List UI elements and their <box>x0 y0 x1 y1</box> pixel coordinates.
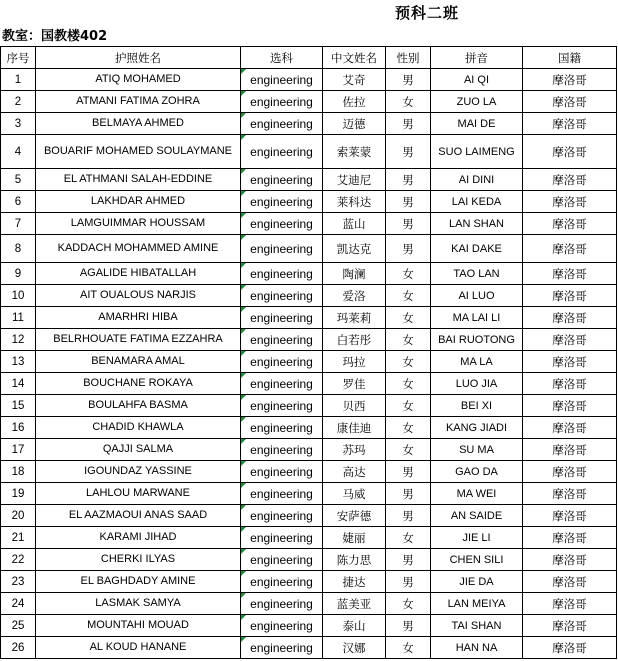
cell-gender[interactable]: 女 <box>386 307 431 329</box>
table-row <box>1 615 617 637</box>
cell-chinese-name[interactable]: 莱科达 <box>323 191 386 213</box>
cell-major[interactable]: engineering <box>241 135 323 169</box>
cell-passport-name[interactable]: QAJJI SALMA <box>36 439 241 461</box>
table-row <box>1 169 617 191</box>
cell-passport-name[interactable]: ATIQ MOHAMED <box>36 69 241 91</box>
cell-pinyin[interactable]: SUO LAIMENG <box>431 135 523 169</box>
cell-pinyin[interactable]: JIE LI <box>431 527 523 549</box>
cell-passport-name[interactable]: ATMANI FATIMA ZOHRA <box>36 91 241 113</box>
header-nationality[interactable]: 国籍 <box>523 47 617 69</box>
cell-index[interactable]: 3 <box>1 113 36 135</box>
cell-nationality[interactable]: 摩洛哥 <box>523 307 617 329</box>
cell-pinyin[interactable]: BAI RUOTONG <box>431 329 523 351</box>
table-row <box>1 417 617 439</box>
cell-major[interactable]: engineering <box>241 307 323 329</box>
table-row <box>1 637 617 659</box>
cell-passport-name[interactable]: KADDACH MOHAMMED AMINE <box>36 235 241 263</box>
table-row <box>1 113 617 135</box>
cell-chinese-name[interactable]: 玛拉 <box>323 351 386 373</box>
cell-index[interactable]: 21 <box>1 527 36 549</box>
cell-nationality[interactable]: 摩洛哥 <box>523 439 617 461</box>
cell-pinyin[interactable]: ZUO LA <box>431 91 523 113</box>
header-passport-name[interactable]: 护照姓名 <box>36 47 241 69</box>
cell-gender[interactable]: 男 <box>386 483 431 505</box>
header-row <box>1 47 617 69</box>
cell-gender[interactable]: 女 <box>386 91 431 113</box>
cell-index[interactable]: 23 <box>1 571 36 593</box>
cell-gender[interactable]: 女 <box>386 527 431 549</box>
cell-nationality[interactable]: 摩洛哥 <box>523 91 617 113</box>
cell-gender[interactable]: 女 <box>386 593 431 615</box>
cell-nationality[interactable]: 摩洛哥 <box>523 637 617 659</box>
table-row <box>1 461 617 483</box>
cell-pinyin[interactable]: MA WEI <box>431 483 523 505</box>
cell-pinyin[interactable]: JIE DA <box>431 571 523 593</box>
cell-passport-name[interactable]: EL AAZMAOUI ANAS SAAD <box>36 505 241 527</box>
cell-pinyin[interactable]: LAN SHAN <box>431 213 523 235</box>
cell-gender[interactable]: 女 <box>386 373 431 395</box>
header-index[interactable]: 序号 <box>1 47 36 69</box>
cell-passport-name[interactable]: EL BAGHDADY AMINE <box>36 571 241 593</box>
cell-major[interactable]: engineering <box>241 213 323 235</box>
table-row <box>1 373 617 395</box>
cell-passport-name[interactable]: IGOUNDAZ YASSINE <box>36 461 241 483</box>
cell-gender[interactable]: 女 <box>386 285 431 307</box>
table-row <box>1 549 617 571</box>
cell-gender[interactable]: 男 <box>386 135 431 169</box>
table-row <box>1 527 617 549</box>
cell-pinyin[interactable]: KANG JIADI <box>431 417 523 439</box>
cell-pinyin[interactable]: AN SAIDE <box>431 505 523 527</box>
cell-chinese-name[interactable]: 玛莱莉 <box>323 307 386 329</box>
classroom-label: 教室：国教楼402 <box>2 29 108 44</box>
cell-passport-name[interactable]: BELMAYA AHMED <box>36 113 241 135</box>
cell-index[interactable]: 9 <box>1 263 36 285</box>
cell-pinyin[interactable]: LAN MEIYA <box>431 593 523 615</box>
cell-gender[interactable]: 女 <box>386 637 431 659</box>
cell-passport-name[interactable]: BOULAHFA BASMA <box>36 395 241 417</box>
cell-chinese-name[interactable]: 白若彤 <box>323 329 386 351</box>
cell-chinese-name[interactable]: 康佳迪 <box>323 417 386 439</box>
cell-passport-name[interactable]: LASMAK SAMYA <box>36 593 241 615</box>
cell-index[interactable]: 4 <box>1 135 36 169</box>
cell-pinyin[interactable]: AI QI <box>431 69 523 91</box>
cell-chinese-name[interactable]: 高达 <box>323 461 386 483</box>
cell-chinese-name[interactable]: 陶澜 <box>323 263 386 285</box>
cell-major[interactable]: engineering <box>241 615 323 637</box>
table-row <box>1 395 617 417</box>
cell-index[interactable]: 16 <box>1 417 36 439</box>
cell-index[interactable]: 11 <box>1 307 36 329</box>
cell-major[interactable]: engineering <box>241 69 323 91</box>
cell-major[interactable]: engineering <box>241 527 323 549</box>
cell-nationality[interactable]: 摩洛哥 <box>523 527 617 549</box>
cell-passport-name[interactable]: BENAMARA AMAL <box>36 351 241 373</box>
cell-major[interactable]: engineering <box>241 483 323 505</box>
cell-chinese-name[interactable]: 凯达克 <box>323 235 386 263</box>
cell-pinyin[interactable]: AI LUO <box>431 285 523 307</box>
table-row <box>1 91 617 113</box>
cell-index[interactable]: 19 <box>1 483 36 505</box>
table-row <box>1 307 617 329</box>
cell-chinese-name[interactable]: 爱洛 <box>323 285 386 307</box>
cell-index[interactable]: 6 <box>1 191 36 213</box>
cell-major[interactable]: engineering <box>241 505 323 527</box>
cell-major[interactable]: engineering <box>241 637 323 659</box>
cell-nationality[interactable]: 摩洛哥 <box>523 213 617 235</box>
cell-gender[interactable]: 男 <box>386 505 431 527</box>
table-body <box>1 69 617 659</box>
cell-chinese-name[interactable]: 佐拉 <box>323 91 386 113</box>
cell-gender[interactable]: 女 <box>386 263 431 285</box>
cell-passport-name[interactable]: AIT OUALOUS NARJIS <box>36 285 241 307</box>
cell-chinese-name[interactable]: 罗佳 <box>323 373 386 395</box>
cell-chinese-name[interactable]: 蓝美亚 <box>323 593 386 615</box>
cell-nationality[interactable]: 摩洛哥 <box>523 69 617 91</box>
cell-pinyin[interactable]: TAI SHAN <box>431 615 523 637</box>
header-major[interactable]: 选科 <box>241 47 323 69</box>
cell-index[interactable]: 8 <box>1 235 36 263</box>
table-row <box>1 69 617 91</box>
sheet-title: 预科二班 <box>395 4 460 22</box>
cell-major[interactable]: engineering <box>241 395 323 417</box>
cell-major[interactable]: engineering <box>241 373 323 395</box>
cell-index[interactable]: 24 <box>1 593 36 615</box>
cell-passport-name[interactable]: CHERKI ILYAS <box>36 549 241 571</box>
cell-nationality[interactable]: 摩洛哥 <box>523 461 617 483</box>
cell-gender[interactable]: 男 <box>386 549 431 571</box>
cell-nationality[interactable]: 摩洛哥 <box>523 615 617 637</box>
cell-nationality[interactable]: 摩洛哥 <box>523 351 617 373</box>
cell-chinese-name[interactable]: 婕丽 <box>323 527 386 549</box>
cell-nationality[interactable]: 摩洛哥 <box>523 235 617 263</box>
cell-passport-name[interactable]: KARAMI JIHAD <box>36 527 241 549</box>
cell-passport-name[interactable]: MOUNTAHI MOUAD <box>36 615 241 637</box>
cell-chinese-name[interactable]: 迈德 <box>323 113 386 135</box>
cell-nationality[interactable]: 摩洛哥 <box>523 263 617 285</box>
cell-pinyin[interactable]: LUO JIA <box>431 373 523 395</box>
table-row <box>1 213 617 235</box>
cell-pinyin[interactable]: SU MA <box>431 439 523 461</box>
cell-chinese-name[interactable]: 泰山 <box>323 615 386 637</box>
cell-chinese-name[interactable]: 贝西 <box>323 395 386 417</box>
cell-gender[interactable]: 女 <box>386 395 431 417</box>
table-row <box>1 593 617 615</box>
cell-gender[interactable]: 女 <box>386 329 431 351</box>
cell-chinese-name[interactable]: 索莱蒙 <box>323 135 386 169</box>
cell-gender[interactable]: 男 <box>386 113 431 135</box>
cell-major[interactable]: engineering <box>241 235 323 263</box>
cell-pinyin[interactable]: MAI DE <box>431 113 523 135</box>
cell-nationality[interactable]: 摩洛哥 <box>523 395 617 417</box>
header-chinese-name[interactable]: 中文姓名 <box>323 47 386 69</box>
cell-index[interactable]: 26 <box>1 637 36 659</box>
cell-pinyin[interactable]: LAI KEDA <box>431 191 523 213</box>
cell-chinese-name[interactable]: 蓝山 <box>323 213 386 235</box>
cell-major[interactable]: engineering <box>241 461 323 483</box>
cell-pinyin[interactable]: TAO LAN <box>431 263 523 285</box>
cell-chinese-name[interactable]: 安萨德 <box>323 505 386 527</box>
cell-passport-name[interactable]: BOUARIF MOHAMED SOULAYMANE <box>36 135 241 169</box>
cell-passport-name[interactable]: AL KOUD HANANE <box>36 637 241 659</box>
cell-passport-name[interactable]: LAMGUIMMAR HOUSSAM <box>36 213 241 235</box>
cell-gender[interactable]: 男 <box>386 169 431 191</box>
cell-index[interactable]: 13 <box>1 351 36 373</box>
cell-nationality[interactable]: 摩洛哥 <box>523 593 617 615</box>
cell-gender[interactable]: 女 <box>386 417 431 439</box>
cell-major[interactable]: engineering <box>241 549 323 571</box>
cell-major[interactable]: engineering <box>241 571 323 593</box>
cell-pinyin[interactable]: GAO DA <box>431 461 523 483</box>
cell-nationality[interactable]: 摩洛哥 <box>523 135 617 169</box>
cell-nationality[interactable]: 摩洛哥 <box>523 329 617 351</box>
table-row <box>1 263 617 285</box>
cell-major[interactable]: engineering <box>241 285 323 307</box>
cell-passport-name[interactable]: LAKHDAR AHMED <box>36 191 241 213</box>
cell-pinyin[interactable]: BEI XI <box>431 395 523 417</box>
cell-gender[interactable]: 男 <box>386 213 431 235</box>
table-row <box>1 571 617 593</box>
cell-passport-name[interactable]: CHADID KHAWLA <box>36 417 241 439</box>
cell-chinese-name[interactable]: 捷达 <box>323 571 386 593</box>
cell-index[interactable]: 15 <box>1 395 36 417</box>
cell-major[interactable]: engineering <box>241 351 323 373</box>
cell-index[interactable]: 7 <box>1 213 36 235</box>
cell-nationality[interactable]: 摩洛哥 <box>523 417 617 439</box>
table-row <box>1 505 617 527</box>
student-table <box>0 46 617 659</box>
cell-passport-name[interactable]: BELRHOUATE FATIMA EZZAHRA <box>36 329 241 351</box>
cell-chinese-name[interactable]: 汉娜 <box>323 637 386 659</box>
cell-passport-name[interactable]: AGALIDE HIBATALLAH <box>36 263 241 285</box>
cell-major[interactable]: engineering <box>241 169 323 191</box>
cell-gender[interactable]: 男 <box>386 235 431 263</box>
cell-nationality[interactable]: 摩洛哥 <box>523 549 617 571</box>
cell-gender[interactable]: 男 <box>386 571 431 593</box>
cell-pinyin[interactable]: MA LA <box>431 351 523 373</box>
cell-nationality[interactable]: 摩洛哥 <box>523 191 617 213</box>
cell-nationality[interactable]: 摩洛哥 <box>523 571 617 593</box>
cell-gender[interactable]: 男 <box>386 69 431 91</box>
cell-major[interactable]: engineering <box>241 113 323 135</box>
cell-pinyin[interactable]: AI DINI <box>431 169 523 191</box>
header-gender[interactable]: 性别 <box>386 47 431 69</box>
cell-index[interactable]: 12 <box>1 329 36 351</box>
table-row <box>1 351 617 373</box>
cell-pinyin[interactable]: KAI DAKE <box>431 235 523 263</box>
table-row <box>1 191 617 213</box>
cell-passport-name[interactable]: LAHLOU MARWANE <box>36 483 241 505</box>
cell-passport-name[interactable]: AMARHRI HIBA <box>36 307 241 329</box>
table-row <box>1 285 617 307</box>
cell-gender[interactable]: 女 <box>386 351 431 373</box>
table-row <box>1 135 617 169</box>
cell-gender[interactable]: 男 <box>386 615 431 637</box>
table-row <box>1 483 617 505</box>
cell-index[interactable]: 10 <box>1 285 36 307</box>
cell-major[interactable]: engineering <box>241 263 323 285</box>
cell-nationality[interactable]: 摩洛哥 <box>523 373 617 395</box>
cell-gender[interactable]: 男 <box>386 191 431 213</box>
cell-major[interactable]: engineering <box>241 191 323 213</box>
cell-pinyin[interactable]: CHEN SILI <box>431 549 523 571</box>
cell-major[interactable]: engineering <box>241 329 323 351</box>
cell-index[interactable]: 5 <box>1 169 36 191</box>
cell-passport-name[interactable]: EL ATHMANI SALAH-EDDINE <box>36 169 241 191</box>
cell-chinese-name[interactable]: 艾迪尼 <box>323 169 386 191</box>
cell-index[interactable]: 18 <box>1 461 36 483</box>
cell-gender[interactable]: 女 <box>386 439 431 461</box>
cell-index[interactable]: 20 <box>1 505 36 527</box>
cell-major[interactable]: engineering <box>241 417 323 439</box>
cell-nationality[interactable]: 摩洛哥 <box>523 505 617 527</box>
cell-major[interactable]: engineering <box>241 439 323 461</box>
cell-index[interactable]: 17 <box>1 439 36 461</box>
cell-index[interactable]: 22 <box>1 549 36 571</box>
table-row <box>1 329 617 351</box>
cell-chinese-name[interactable]: 艾奇 <box>323 69 386 91</box>
cell-index[interactable]: 14 <box>1 373 36 395</box>
cell-chinese-name[interactable]: 马威 <box>323 483 386 505</box>
cell-index[interactable]: 25 <box>1 615 36 637</box>
cell-passport-name[interactable]: BOUCHANE ROKAYA <box>36 373 241 395</box>
cell-nationality[interactable]: 摩洛哥 <box>523 169 617 191</box>
table-row <box>1 439 617 461</box>
cell-chinese-name[interactable]: 陈力思 <box>323 549 386 571</box>
cell-chinese-name[interactable]: 苏玛 <box>323 439 386 461</box>
cell-major[interactable]: engineering <box>241 91 323 113</box>
cell-index[interactable]: 2 <box>1 91 36 113</box>
cell-gender[interactable]: 男 <box>386 461 431 483</box>
cell-nationality[interactable]: 摩洛哥 <box>523 113 617 135</box>
cell-pinyin[interactable]: HAN NA <box>431 637 523 659</box>
cell-major[interactable]: engineering <box>241 593 323 615</box>
cell-index[interactable]: 1 <box>1 69 36 91</box>
table-row <box>1 235 617 263</box>
cell-pinyin[interactable]: MA LAI LI <box>431 307 523 329</box>
header-pinyin[interactable]: 拼音 <box>431 47 523 69</box>
cell-nationality[interactable]: 摩洛哥 <box>523 483 617 505</box>
cell-nationality[interactable]: 摩洛哥 <box>523 285 617 307</box>
